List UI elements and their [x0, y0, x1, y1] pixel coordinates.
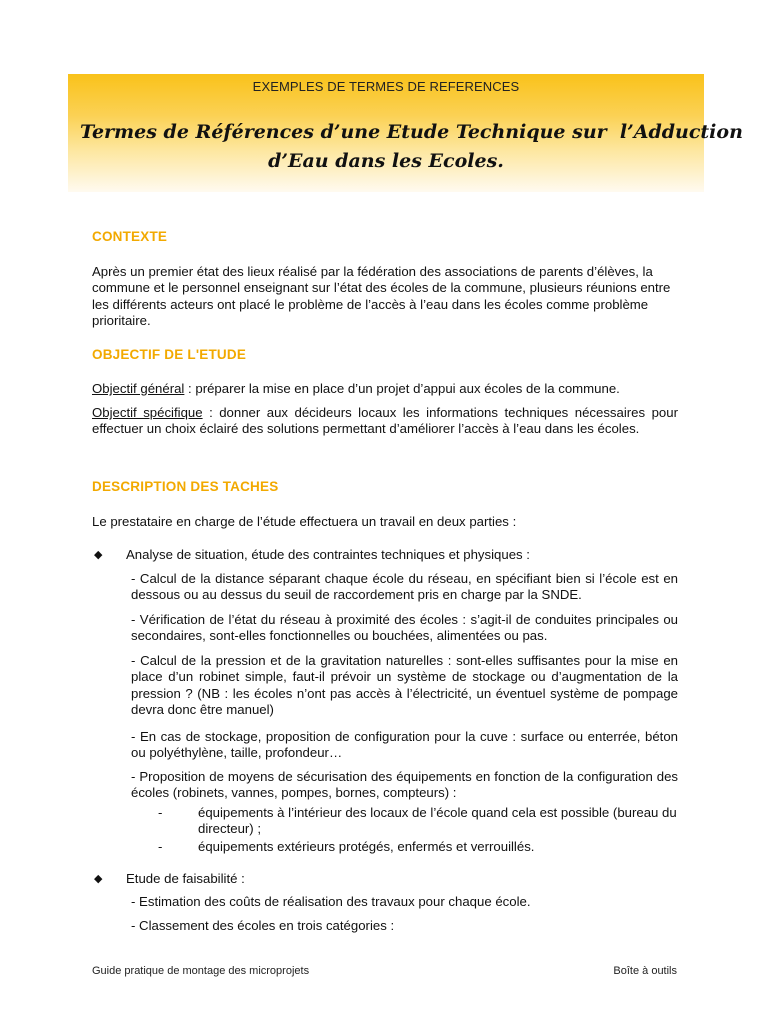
analyse-item: - Calcul de la pression et de la gravitation naturelles : sont-elles suffisantes pour la mise en place d’un robinet simple, faut-il prévoir un système de stockage ou d’augmentation de la pression ? (NB : les écoles n’ont pas accès à l’électricité, un éventuel système de pompage devra donc être manuel) [131, 653, 678, 718]
taches-heading: DESCRIPTION DES TACHES [92, 479, 279, 494]
document-title [80, 118, 743, 176]
objectif-general-label: Objectif général [92, 381, 185, 396]
objectif-specifique-label: Objectif spécifique [92, 405, 203, 420]
bullet-analyse-text: Analyse de situation, étude des contraintes techniques et physiques : [126, 547, 530, 562]
contexte-paragraph: Après un premier état des lieux réalisé par la fédération des associations de parents d’élèves, la commune et le personnel enseignant sur l’état des écoles de la commune, plusieurs réunions entre les différents acteurs ont placé le problème de l’accès à l’eau dans les écoles comme problème prioritaire. [92, 264, 671, 329]
title-banner [68, 74, 743, 192]
securisation-subitem-text: équipements extérieurs protégés, enfermés et verrouillés. [198, 839, 535, 854]
analyse-item: - Calcul de la distance séparant chaque école du réseau, en spécifiant bien si l’école est en dessous ou au dessus du seuil de raccordement pris en charge par la SNDE. [131, 571, 678, 603]
analyse-item: - Vérification de l’état du réseau à proximité des écoles : s’agit-il de conduites principales ou secondaires, sont-elles fonctionnelles ou bouchées, alimentées ou pas. [131, 612, 678, 644]
footer-right: Boîte à outils [613, 965, 677, 977]
bullet-diamond-icon: ◆ [94, 873, 103, 885]
bullet-diamond-icon: ◆ [94, 549, 103, 561]
contexte-heading: CONTEXTE [92, 229, 168, 244]
bullet-faisabilite-text: Etude de faisabilité : [126, 871, 245, 886]
document-title-line-1: Termes de Références d’une Etude Technique sur l’Adduction [80, 121, 743, 143]
objectif-specifique [92, 405, 678, 438]
analyse-item: - En cas de stockage, proposition de configuration pour la cuve : surface ou enterrée, béton ou polyéthylène, taille, profondeur… [131, 729, 678, 761]
objectif-general-text: : préparer la mise en place d’un projet d’appui aux écoles de la commune. [184, 381, 620, 396]
faisabilite-item: - Estimation des coûts de réalisation des travaux pour chaque école. [131, 894, 531, 909]
securisation-subitem-text: équipements à l’intérieur des locaux de l’école quand cela est possible (bureau du directeur) ; [198, 805, 677, 837]
objectif-specifique-text: : donner aux décideurs locaux les informations techniques nécessaires pour effectuer un choix éclairé des solutions permettant d’améliorer l’accès à l’eau dans les écoles. [92, 405, 678, 437]
document-title-line-2: d’Eau dans les Ecoles. [268, 150, 504, 172]
document-category: EXEMPLES DE TERMES DE REFERENCES [252, 79, 520, 94]
dash-marker: - [158, 839, 163, 854]
analyse-item: - Proposition de moyens de sécurisation des équipements en fonction de la configuration des écoles (robinets, vannes, pompes, bornes, compteurs) : [131, 769, 678, 801]
faisabilite-item: - Classement des écoles en trois catégories : [131, 918, 395, 933]
dash-marker: - [158, 805, 163, 820]
objectif-heading: OBJECTIF DE L'ETUDE [92, 347, 247, 362]
taches-intro: Le prestataire en charge de l’étude effectuera un travail en deux parties : [92, 514, 517, 529]
objectif-general [92, 381, 678, 397]
footer-left: Guide pratique de montage des microprojets [92, 965, 310, 977]
